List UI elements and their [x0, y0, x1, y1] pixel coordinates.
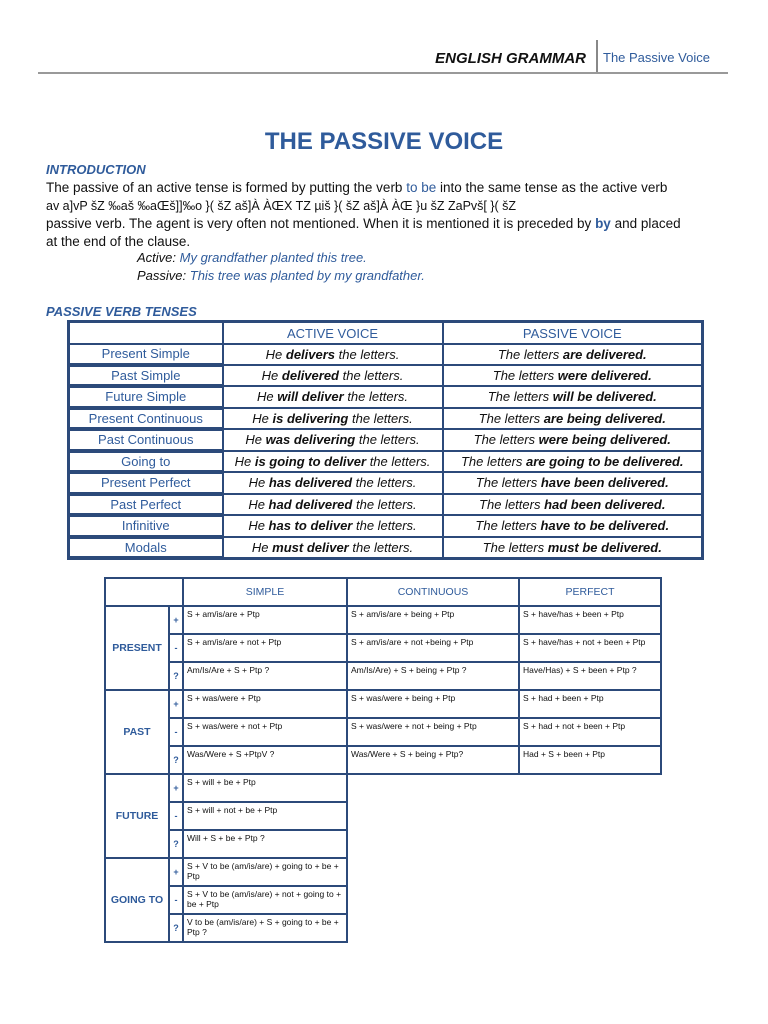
empty-cell: [519, 886, 661, 914]
header-cell: ACTIVE VOICE: [223, 322, 443, 345]
active-subject: He: [248, 496, 269, 512]
intro-line-3: [46, 215, 736, 233]
perfect-cell: S + have/has + been + Ptp: [519, 606, 661, 634]
passive-subject: The letters: [473, 432, 539, 448]
simple-cell: S + V to be (am/is/are) + going to + be + Ptp: [183, 858, 347, 886]
intro-text: and placed: [610, 216, 681, 231]
table-row: [105, 690, 661, 718]
active-subject: He: [256, 389, 278, 405]
table-row: [69, 515, 703, 537]
passive-subject: The letters: [475, 518, 541, 534]
header-divider: [596, 40, 598, 72]
active-cell: [223, 494, 443, 516]
active-object: the letters.: [348, 539, 414, 555]
passive-subject: The letters: [478, 410, 544, 426]
tense-name: Modals: [69, 537, 223, 559]
table-row: [69, 472, 703, 494]
simple-cell: S + am/is/are + not + Ptp: [183, 634, 347, 662]
passive-verb: must be delivered.: [547, 539, 662, 555]
simple-cell: S + was/were + Ptp: [183, 690, 347, 718]
header-cell: CONTINUOUS: [347, 578, 519, 606]
tense-name: Past Perfect: [69, 494, 223, 516]
sign-cell: ?: [169, 746, 183, 774]
active-cell: [223, 515, 443, 537]
sign-cell: +: [169, 858, 183, 886]
passive-sentence: This tree was planted by my grandfather.: [186, 268, 425, 283]
passive-subject: The letters: [479, 496, 545, 512]
simple-cell: S + will + not + be + Ptp: [183, 802, 347, 830]
table-row: [69, 408, 703, 430]
active-object: the letters.: [352, 496, 417, 512]
simple-cell: Was/Were + S +PtpV ?: [183, 746, 347, 774]
intro-line-4: at the end of the clause.: [46, 234, 191, 249]
table-row: [69, 386, 703, 408]
empty-cell: [519, 802, 661, 830]
empty-cell: [347, 802, 519, 830]
active-cell: [223, 429, 443, 451]
table-row: [69, 451, 703, 473]
active-cell: [223, 344, 443, 365]
active-object: the letters.: [343, 389, 409, 405]
header-cell: SIMPLE: [183, 578, 347, 606]
active-verb: will deliver: [277, 389, 344, 405]
table-row: [105, 606, 661, 634]
table-row: [69, 429, 703, 451]
active-cell: [223, 386, 443, 408]
header-cell: [69, 322, 223, 345]
active-subject: He: [248, 475, 269, 491]
passive-cell: [443, 451, 703, 473]
empty-cell: [519, 830, 661, 858]
sign-cell: ?: [169, 914, 183, 942]
sign-cell: -: [169, 718, 183, 746]
active-cell: [223, 472, 443, 494]
continuous-cell: Am/Is/Are) + S + being + Ptp ?: [347, 662, 519, 690]
active-verb: is going to deliver: [254, 453, 367, 469]
tense-label: PRESENT: [105, 606, 169, 690]
table-row: [69, 365, 703, 387]
intro-heading: INTRODUCTION: [46, 162, 146, 177]
passive-cell: [443, 515, 703, 537]
active-verb: delivered: [281, 367, 339, 383]
tense-name: Going to: [69, 451, 223, 473]
tense-label: GOING TO: [105, 858, 169, 942]
table-row: [105, 802, 661, 830]
active-cell: [223, 537, 443, 559]
active-object: the letters.: [366, 453, 431, 469]
active-cell: [223, 365, 443, 387]
active-object: the letters.: [348, 410, 413, 426]
tense-label: FUTURE: [105, 774, 169, 858]
empty-cell: [347, 830, 519, 858]
simple-cell: S + will + be + Ptp: [183, 774, 347, 802]
active-cell: [223, 408, 443, 430]
passive-verb: will be delivered.: [552, 389, 657, 405]
header-cell: PERFECT: [519, 578, 661, 606]
empty-cell: [347, 886, 519, 914]
intro-highlight: by: [595, 216, 611, 231]
simple-cell: S + was/were + not + Ptp: [183, 718, 347, 746]
table-header-row: [105, 578, 661, 606]
active-verb: had delivered: [268, 496, 353, 512]
tense-name: Infinitive: [69, 515, 223, 537]
table-row: [105, 634, 661, 662]
active-object: the letters.: [352, 475, 417, 491]
sign-cell: +: [169, 606, 183, 634]
active-subject: He: [234, 453, 255, 469]
tense-name: Present Perfect: [69, 472, 223, 494]
passive-cell: [443, 429, 703, 451]
tenses-heading: PASSIVE VERB TENSES: [46, 304, 197, 319]
perfect-cell: S + had + been + Ptp: [519, 690, 661, 718]
continuous-cell: Was/Were + S + being + Ptp?: [347, 746, 519, 774]
passive-verb: were delivered.: [557, 367, 652, 383]
simple-cell: S + V to be (am/is/are) + not + going to + be + Ptp: [183, 886, 347, 914]
table-row: [105, 746, 661, 774]
active-verb: delivers: [285, 346, 336, 362]
passive-verb: had been delivered.: [544, 496, 666, 512]
tense-label: PAST: [105, 690, 169, 774]
table-row: [105, 774, 661, 802]
continuous-cell: S + was/were + being + Ptp: [347, 690, 519, 718]
simple-cell: V to be (am/is/are) + S + going to + be + Ptp ?: [183, 914, 347, 942]
passive-verb: are going to be delivered.: [526, 453, 684, 469]
sign-cell: +: [169, 774, 183, 802]
intro-line-1: [46, 179, 736, 197]
sign-cell: ?: [169, 830, 183, 858]
empty-cell: [347, 774, 519, 802]
perfect-cell: S + had + not + been + Ptp: [519, 718, 661, 746]
header-rule: [38, 72, 728, 74]
verb-tenses-table: [67, 320, 704, 560]
passive-verb: have been delivered.: [540, 475, 669, 491]
passive-cell: [443, 408, 703, 430]
active-subject: He: [245, 432, 266, 448]
passive-example: [137, 268, 425, 283]
sign-cell: ?: [169, 662, 183, 690]
table-row: [105, 886, 661, 914]
active-subject: He: [252, 410, 273, 426]
empty-cell: [347, 858, 519, 886]
passive-subject: The letters: [475, 475, 541, 491]
simple-cell: S + am/is/are + Ptp: [183, 606, 347, 634]
passive-label: Passive:: [137, 268, 187, 283]
perfect-cell: S + have/has + not + been + Ptp: [519, 634, 661, 662]
passive-subject: The letters: [460, 453, 527, 469]
simple-cell: Am/Is/Are + S + Ptp ?: [183, 662, 347, 690]
empty-cell: [519, 858, 661, 886]
passive-cell: [443, 344, 703, 365]
active-label: Active:: [137, 250, 177, 265]
table-row: [69, 344, 703, 365]
header-cell: PASSIVE VOICE: [443, 322, 703, 345]
active-subject: He: [265, 346, 286, 362]
active-subject: He: [248, 518, 269, 534]
passive-verb: have to be delivered.: [540, 518, 670, 534]
active-object: the letters.: [335, 346, 400, 362]
header-title: ENGLISH GRAMMAR: [435, 50, 586, 67]
passive-cell: [443, 537, 703, 559]
tense-name: Present Simple: [69, 344, 223, 365]
simple-cell: Will + S + be + Ptp ?: [183, 830, 347, 858]
header-cell: [105, 578, 183, 606]
empty-cell: [347, 914, 519, 942]
table-row: [105, 858, 661, 886]
sign-cell: -: [169, 802, 183, 830]
grammar-table: [104, 577, 662, 943]
tense-name: Past Continuous: [69, 429, 223, 451]
tense-name: Present Continuous: [69, 408, 223, 430]
intro-text: The passive of an active tense is formed by putting the verb: [46, 180, 407, 195]
active-subject: He: [251, 539, 273, 555]
active-object: the letters.: [355, 432, 420, 448]
active-sentence: My grandfather planted this tree.: [176, 250, 367, 265]
passive-subject: The letters: [487, 389, 553, 405]
passive-cell: [443, 494, 703, 516]
perfect-cell: Had + S + been + Ptp: [519, 746, 661, 774]
passive-cell: [443, 365, 703, 387]
continuous-cell: S + am/is/are + being + Ptp: [347, 606, 519, 634]
passive-subject: The letters: [492, 367, 558, 383]
perfect-cell: Have/Has) + S + been + Ptp ?: [519, 662, 661, 690]
continuous-cell: S + was/were + not + being + Ptp: [347, 718, 519, 746]
passive-cell: [443, 472, 703, 494]
intro-highlight: to be: [406, 180, 437, 195]
sign-cell: -: [169, 634, 183, 662]
active-verb: is delivering: [272, 410, 349, 426]
passive-subject: The letters: [482, 539, 548, 555]
table-row: [105, 914, 661, 942]
header-subtitle: The Passive Voice: [603, 50, 710, 65]
table-row: [105, 830, 661, 858]
passive-verb: were being delivered.: [538, 432, 671, 448]
active-example: [137, 250, 367, 265]
active-object: the letters.: [352, 518, 417, 534]
passive-subject: The letters: [497, 346, 563, 362]
passive-verb: are being delivered.: [543, 410, 666, 426]
active-verb: was delivering: [265, 432, 356, 448]
tense-name: Past Simple: [69, 365, 223, 387]
page-title: THE PASSIVE VOICE: [264, 128, 504, 155]
active-verb: has delivered: [268, 475, 353, 491]
table-row: [69, 537, 703, 559]
active-cell: [223, 451, 443, 473]
intro-text: passive verb. The agent is very often not mentioned. When it is mentioned it is preceded by: [46, 216, 596, 231]
sign-cell: +: [169, 690, 183, 718]
passive-verb: are delivered.: [562, 346, 647, 362]
intro-text: into the same tense as the active verb: [436, 180, 668, 195]
table-header-row: [69, 322, 703, 345]
active-verb: must deliver: [272, 539, 349, 555]
empty-cell: [519, 914, 661, 942]
continuous-cell: S + am/is/are + not +being + Ptp: [347, 634, 519, 662]
active-verb: has to deliver: [268, 518, 353, 534]
table-row: [69, 494, 703, 516]
tense-name: Future Simple: [69, 386, 223, 408]
active-object: the letters.: [339, 367, 404, 383]
table-row: [105, 662, 661, 690]
intro-garbled-line: av a]vP šZ ‰aš ‰aŒš]]‰o }( šZ aš]À ÀŒX TZ µiš }( šZ aš]À ÀŒ }u šZ ZaPvš[ }( šZ: [46, 199, 517, 213]
sign-cell: -: [169, 886, 183, 914]
empty-cell: [519, 774, 661, 802]
passive-cell: [443, 386, 703, 408]
active-subject: He: [261, 367, 282, 383]
table-row: [105, 718, 661, 746]
